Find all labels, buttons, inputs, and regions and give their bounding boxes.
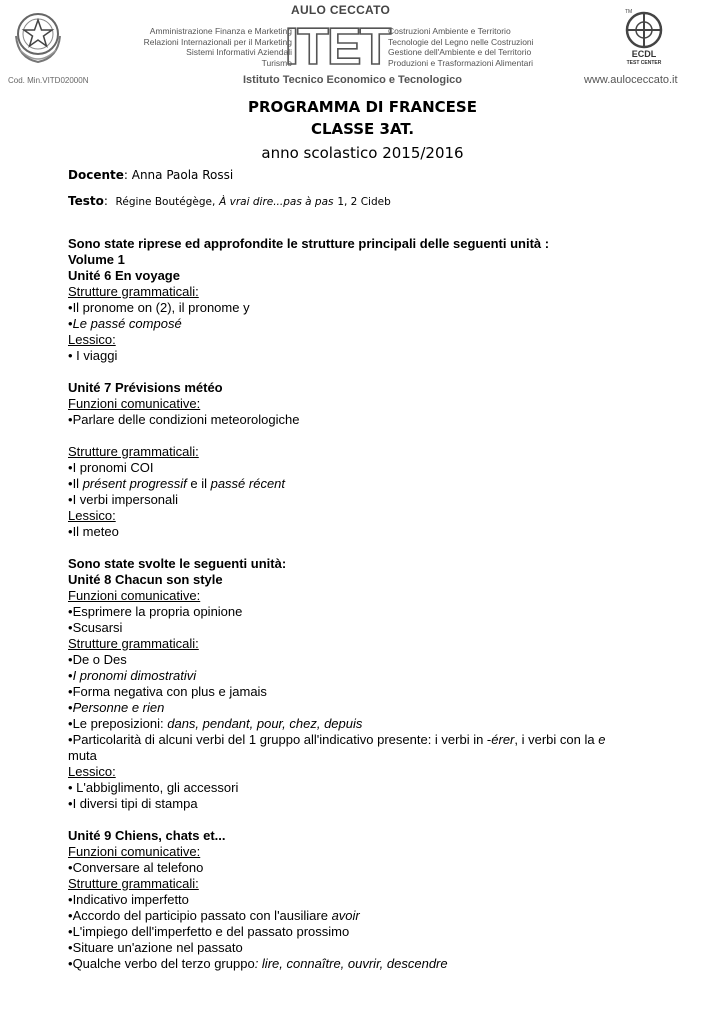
course-item: Tecnologie del Legno nelle Costruzioni	[388, 36, 534, 47]
itet-logo	[284, 18, 390, 76]
section-intro: Sono state riprese ed approfondite le strutture principali delle seguenti unità :	[68, 236, 550, 251]
list-item: • De o Des	[68, 652, 668, 668]
list-item: • I diversi tipi di stampa	[68, 796, 668, 812]
textbook-title: À vrai dire...pas à pas	[219, 196, 334, 208]
unit-6-title: Unité 6 En voyage	[68, 268, 180, 283]
trademark-mark: TM	[625, 9, 633, 15]
list-item: • Il meteo	[68, 524, 668, 540]
document-title: PROGRAMMA DI FRANCESE	[248, 98, 477, 116]
list-item: • Situare un'azione nel passato	[68, 940, 668, 956]
teacher-label: Docente	[68, 168, 124, 182]
list-item: • Personne e rien	[68, 700, 668, 716]
course-item: Relazioni Internazionali per il Marketing	[143, 36, 292, 47]
right-courses-list	[388, 26, 534, 68]
italian-republic-emblem-icon	[10, 6, 66, 68]
subheading-grammar: Strutture grammaticali:	[68, 444, 199, 459]
list-item: • L'impiego dell'imperfetto e del passato prossimo	[68, 924, 668, 940]
textbook-author: Régine Boutégège,	[115, 196, 216, 208]
list-item: • Accordo del participio passato con l'ausiliare avoir	[68, 908, 668, 924]
list-item: • Forma negativa con plus e jamais	[68, 684, 668, 700]
list-item: • Indicativo imperfetto	[68, 892, 668, 908]
ecdl-logo-subtext: TEST CENTER	[626, 60, 662, 66]
list-item: • I verbi impersonali	[68, 492, 668, 508]
list-item: • Esprimere la propria opinione	[68, 604, 668, 620]
volume-heading: Volume 1	[68, 252, 125, 267]
list-item: • Il présent progressif e il passé récent	[68, 476, 668, 492]
list-item: • I pronomi COI	[68, 460, 668, 476]
ministry-code: Cod. Min.VITD02000N	[8, 76, 89, 85]
course-item: Turismo	[261, 57, 292, 68]
course-item: Amministrazione Finanza e Marketing	[149, 26, 292, 36]
subheading-grammar: Strutture grammaticali:	[68, 636, 199, 651]
subheading-vocabulary: Lessico:	[68, 508, 116, 523]
subheading-functions: Funzioni comunicative:	[68, 588, 201, 603]
subheading-vocabulary: Lessico:	[68, 332, 116, 347]
teacher-line: Docente: Anna Paola Rossi	[68, 168, 234, 182]
textbook-label: Testo	[68, 194, 104, 208]
school-name: AULO CECCATO	[291, 3, 391, 17]
subheading-functions: Funzioni comunicative:	[68, 844, 201, 859]
class-title: CLASSE 3AT.	[310, 120, 415, 138]
left-courses-list	[144, 26, 292, 68]
list-item: • Le passé composé	[68, 316, 668, 332]
unit-9-title: Unité 9 Chiens, chats et...	[68, 828, 226, 843]
list-item-continuation: muta	[68, 748, 97, 763]
unit-7-title: Unité 7 Prévisions météo	[68, 380, 223, 395]
subheading-grammar: Strutture grammaticali:	[68, 284, 199, 299]
list-item: • Particolarità di alcuni verbi del 1 gruppo all'indicativo presente: i verbi in -érer, i verbi con la e	[68, 732, 668, 748]
list-item: • I pronomi dimostrativi	[68, 668, 668, 684]
website-url: www.auloceccato.it	[584, 74, 678, 86]
list-item: • Parlare delle condizioni meteorologiche	[68, 412, 668, 428]
subheading-grammar: Strutture grammaticali:	[68, 876, 199, 891]
ecdl-logo	[613, 6, 675, 66]
list-item: • Il pronome on (2), il pronome y	[68, 300, 668, 316]
course-item: Costruzioni Ambiente e Territorio	[388, 26, 511, 36]
list-item: • Qualche verbo del terzo gruppo: lire, connaître, ouvrir, descendre	[68, 956, 668, 972]
list-item: • Scusarsi	[68, 620, 668, 636]
itet-logo-text: ITET	[284, 18, 390, 76]
section-intro-2: Sono state svolte le seguenti unità:	[68, 556, 287, 571]
course-item: Gestione dell'Ambiente e del Territorio	[388, 47, 532, 57]
ecdl-logo-text: ECDL	[631, 49, 657, 59]
course-item: Produzioni e Trasformazioni Alimentari	[388, 57, 534, 68]
school-year: anno scolastico 2015/2016	[261, 144, 464, 162]
textbook-line: Testo: Régine Boutégège, À vrai dire...pas à pas 1, 2 Cideb	[68, 194, 391, 208]
list-item: • L'abbiglimento, gli accessori	[68, 780, 668, 796]
course-item: Sistemi Informativi Aziendali	[186, 47, 292, 57]
teacher-name: Anna Paola Rossi	[131, 168, 234, 182]
program-content	[68, 236, 668, 972]
textbook-volumes: 1, 2 Cideb	[337, 196, 391, 208]
letterhead	[0, 0, 725, 92]
list-item: • I viaggi	[68, 348, 668, 364]
list-item: • Le preposizioni: dans, pendant, pour, chez, depuis	[68, 716, 668, 732]
institute-name: Istituto Tecnico Economico e Tecnologico	[243, 74, 463, 86]
list-item: • Conversare al telefono	[68, 860, 668, 876]
subheading-functions: Funzioni comunicative:	[68, 396, 201, 411]
unit-8-title: Unité 8 Chacun son style	[68, 572, 223, 587]
subheading-vocabulary: Lessico:	[68, 764, 116, 779]
